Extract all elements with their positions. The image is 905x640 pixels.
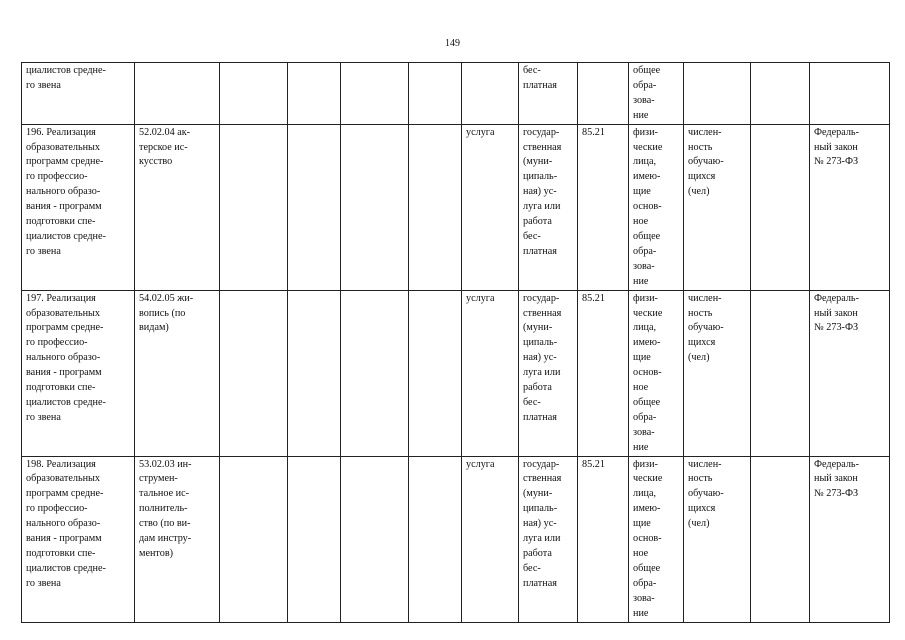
cell-text-line: ципаль- — [523, 337, 558, 349]
cell-text-line: обра- — [633, 79, 657, 91]
cell-text-line: зова- — [633, 592, 655, 604]
cell-text-line: подготовки спе- — [26, 382, 96, 394]
cell-empty — [341, 63, 409, 125]
cell-indicator — [684, 290, 751, 456]
cell-empty — [751, 456, 810, 622]
cell-text-line: вопись (по — [139, 307, 186, 319]
cell-category — [629, 290, 684, 456]
cell-empty — [409, 290, 462, 456]
cell-text-line: числен- — [688, 292, 722, 304]
cell-text-line: общее — [633, 230, 661, 242]
cell-text-line: обра- — [633, 245, 657, 257]
cell-text-line: основ- — [633, 533, 662, 545]
cell-indicator — [684, 63, 751, 125]
cell-empty — [288, 124, 341, 290]
cell-text-line: кусство — [139, 156, 173, 168]
cell-text-line: платная — [523, 245, 557, 257]
cell-text-line: зова- — [633, 260, 655, 272]
cell-empty — [220, 456, 288, 622]
cell-text-line: числен- — [688, 126, 722, 138]
cell-text-line: лица, — [633, 488, 657, 500]
cell-text-line: государ- — [523, 458, 560, 470]
cell-okved — [578, 63, 629, 125]
cell-text-line: нального образо- — [26, 186, 101, 198]
cell-text-line: образовательных — [26, 473, 100, 485]
cell-text-line: ная) ус- — [523, 352, 557, 364]
cell-text-line: программ средне- — [26, 488, 104, 500]
cell-text-line: ная) ус- — [523, 186, 557, 198]
cell-text-line: 85.21 — [582, 458, 605, 470]
cell-type — [462, 124, 519, 290]
cell-text-line: (муни- — [523, 156, 553, 168]
cell-text-line: го звена — [26, 411, 61, 423]
cell-text-line: ческие — [633, 473, 663, 485]
cell-text-line: (чел) — [688, 518, 710, 530]
cell-text-line: имею- — [633, 171, 661, 183]
cell-indicator — [684, 124, 751, 290]
cell-text-line: ментов) — [139, 548, 174, 559]
cell-empty — [220, 124, 288, 290]
cell-text-line: ное — [633, 216, 649, 228]
cell-text-line: государ- — [523, 292, 560, 304]
cell-text-line: ственная — [523, 141, 562, 153]
table-row — [22, 456, 890, 622]
cell-text-line: числен- — [688, 458, 722, 470]
cell-text-line: услуга — [466, 458, 495, 470]
cell-law — [810, 124, 890, 290]
table-row — [22, 124, 890, 290]
cell-text-line: терское ис- — [139, 141, 188, 153]
page-number: 149 — [445, 38, 460, 49]
cell-empty — [341, 290, 409, 456]
cell-text-line: ный закон — [814, 307, 858, 319]
cell-text-line: щие — [633, 518, 651, 530]
cell-text-line: ческие — [633, 141, 663, 153]
cell-name — [22, 63, 135, 125]
cell-text-line: ное — [633, 548, 649, 559]
cell-text-line: струмен- — [139, 473, 178, 485]
cell-category — [629, 456, 684, 622]
cell-empty — [220, 290, 288, 456]
cell-okved — [578, 124, 629, 290]
cell-empty — [751, 290, 810, 456]
cell-text-line: го звена — [26, 577, 61, 589]
continuation-row — [22, 63, 890, 125]
cell-text-line: имею- — [633, 337, 661, 349]
cell-text-line: ципаль- — [523, 503, 558, 515]
cell-text-line: 196. Реализация — [26, 126, 96, 138]
cell-text-line: лица, — [633, 322, 657, 334]
cell-category — [629, 63, 684, 125]
cell-text-line: щихся — [688, 337, 716, 349]
cell-text-line: бес- — [523, 562, 541, 574]
cell-empty — [751, 63, 810, 125]
cell-text-line: го профессио- — [26, 171, 88, 183]
cell-text-line: № 273-ФЗ — [814, 156, 859, 168]
cell-text-line: ческие — [633, 307, 663, 319]
cell-code — [135, 63, 220, 125]
cell-text-line: Федераль- — [814, 292, 859, 304]
cell-text-line: подготовки спе- — [26, 216, 96, 228]
cell-text-line: услуга — [466, 126, 495, 138]
cell-empty — [288, 63, 341, 125]
cell-text-line: 85.21 — [582, 292, 605, 304]
cell-text-line: (чел) — [688, 186, 710, 198]
cell-text-line: физи- — [633, 126, 658, 138]
cell-text-line: (чел) — [688, 352, 710, 364]
cell-text-line: ние — [633, 441, 649, 453]
cell-indicator — [684, 456, 751, 622]
cell-empty — [409, 63, 462, 125]
cell-text-line: полнитель- — [139, 503, 188, 515]
cell-text-line: услуга — [466, 292, 495, 304]
cell-type — [462, 290, 519, 456]
cell-text-line: государ- — [523, 126, 560, 138]
cell-empty — [409, 124, 462, 290]
cell-text-line: № 273-ФЗ — [814, 488, 859, 500]
table-body — [22, 63, 890, 623]
cell-text-line: ный закон — [814, 473, 858, 485]
cell-text-line: (муни- — [523, 322, 553, 334]
cell-text-line: зова- — [633, 94, 655, 106]
cell-price — [519, 456, 578, 622]
cell-text-line: бес- — [523, 396, 541, 408]
cell-text-line: работа — [523, 382, 552, 394]
cell-text-line: платная — [523, 411, 557, 423]
cell-text-line: 54.02.05 жи- — [139, 292, 194, 304]
cell-text-line: циалистов средне- — [26, 65, 106, 76]
cell-text-line: ственная — [523, 307, 562, 319]
cell-text-line: образовательных — [26, 141, 100, 153]
table-row — [22, 290, 890, 456]
cell-text-line: общее — [633, 65, 661, 76]
cell-text-line: щихся — [688, 503, 716, 515]
cell-text-line: ность — [688, 307, 713, 319]
cell-empty — [409, 456, 462, 622]
cell-empty — [288, 290, 341, 456]
cell-text-line: образовательных — [26, 307, 100, 319]
cell-name — [22, 290, 135, 456]
cell-text-line: основ- — [633, 367, 662, 379]
cell-text-line: программ средне- — [26, 322, 104, 334]
cell-text-line: щихся — [688, 171, 716, 183]
cell-price — [519, 63, 578, 125]
registry-table — [21, 62, 890, 623]
cell-okved — [578, 456, 629, 622]
cell-law — [810, 456, 890, 622]
cell-empty — [220, 63, 288, 125]
cell-text-line: Федераль- — [814, 126, 859, 138]
cell-text-line: № 273-ФЗ — [814, 322, 859, 334]
cell-text-line: подготовки спе- — [26, 548, 96, 559]
cell-text-line: бес- — [523, 65, 541, 76]
cell-text-line: тальное ис- — [139, 488, 190, 500]
cell-text-line: основ- — [633, 201, 662, 213]
cell-text-line: вания - программ — [26, 533, 102, 545]
cell-text-line: обра- — [633, 577, 657, 589]
cell-text-line: ство (по ви- — [139, 518, 191, 530]
cell-text-line: ние — [633, 607, 649, 619]
cell-text-line: го профессио- — [26, 337, 88, 349]
cell-text-line: зова- — [633, 426, 655, 438]
cell-text-line: луга или — [523, 367, 561, 379]
cell-text-line: 198. Реализация — [26, 458, 96, 470]
cell-code — [135, 124, 220, 290]
cell-text-line: видам) — [139, 322, 169, 334]
cell-text-line: обучаю- — [688, 322, 724, 334]
cell-text-line: работа — [523, 216, 552, 228]
cell-text-line: го профессио- — [26, 503, 88, 515]
cell-text-line: ние — [633, 109, 649, 121]
cell-text-line: го звена — [26, 245, 61, 257]
cell-text-line: нального образо- — [26, 352, 101, 364]
cell-text-line: лица, — [633, 156, 657, 168]
cell-name — [22, 456, 135, 622]
cell-text-line: луга или — [523, 201, 561, 213]
cell-text-line: 53.02.03 ин- — [139, 458, 192, 470]
cell-text-line: го звена — [26, 79, 61, 91]
cell-text-line: циалистов средне- — [26, 230, 106, 242]
cell-text-line: общее — [633, 396, 661, 408]
cell-text-line: работа — [523, 548, 552, 559]
cell-code — [135, 290, 220, 456]
cell-text-line: программ средне- — [26, 156, 104, 168]
cell-empty — [341, 124, 409, 290]
cell-text-line: нального образо- — [26, 518, 101, 530]
cell-text-line: бес- — [523, 230, 541, 242]
cell-text-line: Федераль- — [814, 458, 859, 470]
cell-price — [519, 124, 578, 290]
cell-empty — [288, 456, 341, 622]
cell-text-line: платная — [523, 79, 557, 91]
cell-text-line: ная) ус- — [523, 518, 557, 530]
cell-text-line: ственная — [523, 473, 562, 485]
cell-text-line: циалистов средне- — [26, 396, 106, 408]
cell-text-line: 85.21 — [582, 126, 605, 138]
cell-type — [462, 456, 519, 622]
cell-text-line: обучаю- — [688, 156, 724, 168]
cell-empty — [341, 456, 409, 622]
cell-text-line: 52.02.04 ак- — [139, 126, 191, 138]
cell-text-line: вания - программ — [26, 201, 102, 213]
cell-text-line: луга или — [523, 533, 561, 545]
cell-text-line: вания - программ — [26, 367, 102, 379]
cell-text-line: ность — [688, 141, 713, 153]
cell-price — [519, 290, 578, 456]
cell-code — [135, 456, 220, 622]
cell-text-line: общее — [633, 562, 661, 574]
cell-category — [629, 124, 684, 290]
cell-text-line: 197. Реализация — [26, 292, 96, 304]
cell-text-line: платная — [523, 577, 557, 589]
cell-text-line: ное — [633, 382, 649, 394]
cell-okved — [578, 290, 629, 456]
cell-empty — [751, 124, 810, 290]
cell-text-line: ципаль- — [523, 171, 558, 183]
cell-text-line: циалистов средне- — [26, 562, 106, 574]
cell-text-line: физи- — [633, 458, 658, 470]
cell-text-line: щие — [633, 186, 651, 198]
cell-type — [462, 63, 519, 125]
cell-text-line: ние — [633, 275, 649, 287]
cell-text-line: (муни- — [523, 488, 553, 500]
cell-text-line: дам инстру- — [139, 533, 192, 545]
cell-law — [810, 290, 890, 456]
cell-text-line: ность — [688, 473, 713, 485]
cell-name — [22, 124, 135, 290]
cell-text-line: физи- — [633, 292, 658, 304]
cell-law — [810, 63, 890, 125]
cell-text-line: ный закон — [814, 141, 858, 153]
cell-text-line: обра- — [633, 411, 657, 423]
cell-text-line: имею- — [633, 503, 661, 515]
cell-text-line: обучаю- — [688, 488, 724, 500]
cell-text-line: щие — [633, 352, 651, 364]
